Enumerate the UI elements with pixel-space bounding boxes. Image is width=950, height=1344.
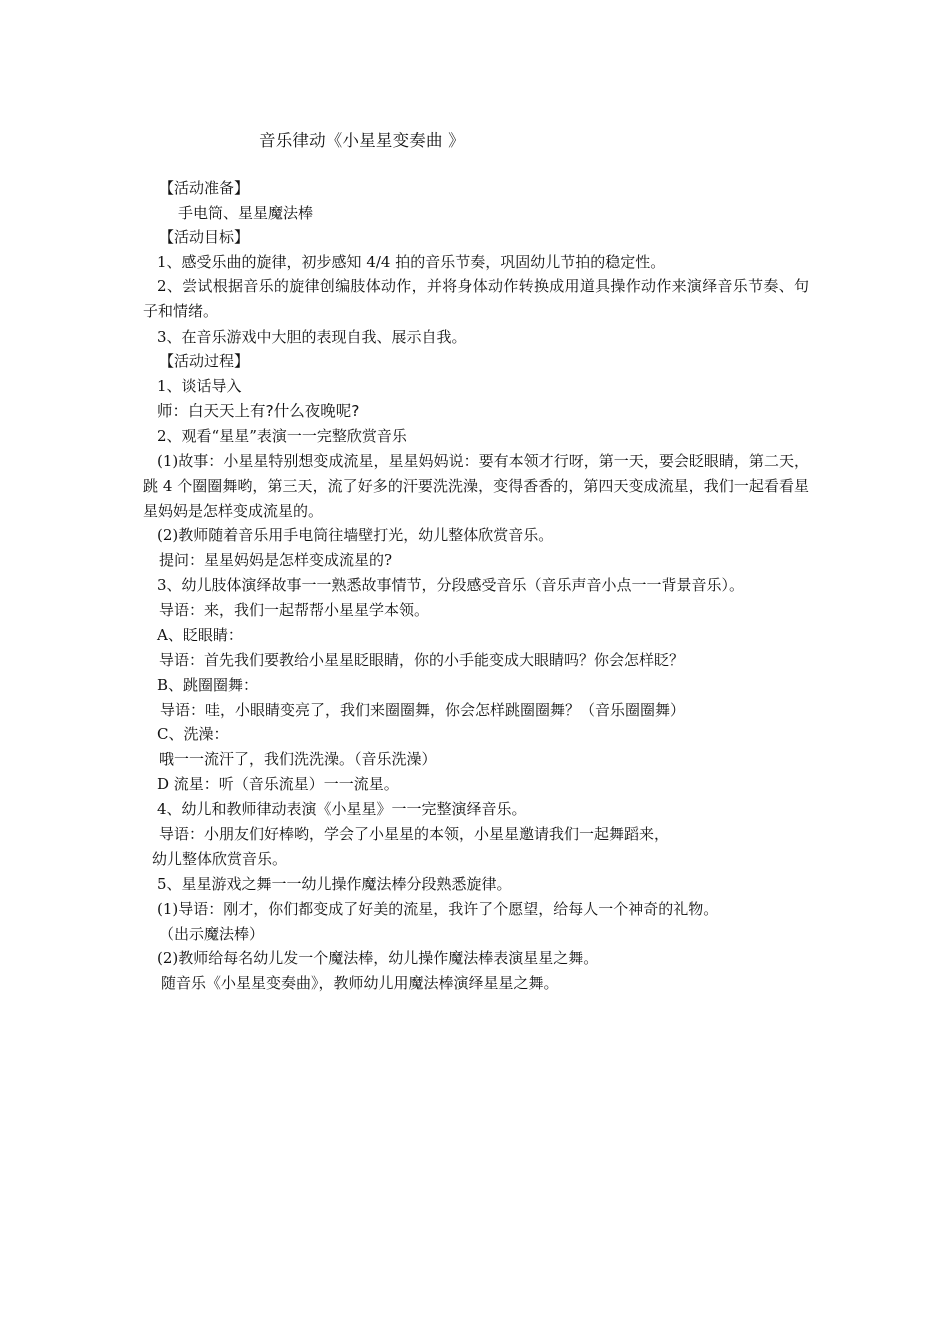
give-wand-line: (2)教师给每名幼儿发一个魔法棒，幼儿操作魔法棒表演星星之舞。 [157, 949, 599, 967]
process-step-5: 5、星星游戏之舞一一幼儿操作魔法棒分段熟悉旋律。 [157, 875, 512, 893]
story-paragraph: (1)故事：小星星特别想变成流星，星星妈妈说：要有本领才行呀，第一天，要会眨眼睛，第二天，跳 4 个圈圈舞哟，第三天，流了好多的汗要洗洗澡，变得香香的，第四天变成流星，我们一起看看星星妈妈是怎样变成流星的。 [143, 452, 809, 520]
process-step-4: 4、幼儿和教师律动表演《小星星》一一完整演绎音乐。 [157, 800, 527, 818]
guide-line-1: 导语：来，我们一起帮帮小星星学本领。 [159, 601, 430, 619]
goal-item-1: 1、感受乐曲的旋律，初步感知 4/4 拍的音乐节奏，巩固幼儿节拍的稳定性。 [157, 253, 666, 271]
section-heading-goals: 【活动目标】 [159, 228, 250, 246]
section-d-meteor: D 流星：听（音乐流星）一一流星。 [157, 775, 399, 793]
guide-line-5: (1)导语：刚才，你们都变成了好美的流星，我许了个愿望，给每人一个神奇的礼物。 [157, 900, 719, 918]
appreciate-line: 幼儿整体欣赏音乐。 [152, 850, 288, 868]
process-step-2: 2、观看“星星”表演一一完整欣赏音乐 [157, 427, 407, 445]
goal-item-2: 2、尝试根据音乐的旋律创编肢体动作，并将身体动作转换成用道具操作动作来演绎音乐节奏、句子和情绪。 [143, 277, 809, 320]
preparation-items: 手电筒、星星魔法棒 [178, 204, 314, 222]
guide-line-2: 导语：首先我们要教给小星星眨眼睛，你的小手能变成大眼睛吗？你会怎样眨？ [159, 651, 685, 669]
section-heading-preparation: 【活动准备】 [159, 179, 250, 197]
document-title: 音乐律动《小星星变奏曲 》 [259, 131, 465, 150]
guide-line-4: 导语：小朋友们好棒哟，学会了小星星的本领，小星星邀请我们一起舞蹈来， [159, 825, 670, 843]
section-b-dance: B、跳圈圈舞： [157, 676, 259, 694]
flashlight-activity: (2)教师随着音乐用手电筒往墙壁打光，幼儿整体欣赏音乐。 [157, 526, 554, 544]
section-heading-process: 【活动过程】 [159, 352, 250, 370]
show-wand-line: （出示魔法棒） [159, 925, 265, 943]
question-line: 提问：星星妈妈是怎样变成流星的? [159, 551, 393, 569]
section-c-bath: C、洗澡： [157, 725, 229, 743]
process-step-1: 1、谈话导入 [157, 377, 242, 395]
teacher-question: 师：白天天上有?什么夜晚呢? [157, 402, 360, 420]
guide-line-3: 导语：哇，小眼睛变亮了，我们来圈圈舞，你会怎样跳圈圈舞？（音乐圈圈舞） [160, 701, 686, 719]
goal-item-3: 3、在音乐游戏中大胆的表现自我、展示自我。 [157, 328, 467, 346]
bath-line: 哦一一流汗了，我们洗洗澡。（音乐洗澡） [159, 750, 437, 768]
section-a-blink: A、眨眼睛： [157, 626, 243, 644]
final-line: 随音乐《小星星变奏曲》，教师幼儿用魔法棒演绎星星之舞。 [161, 974, 559, 992]
process-step-3: 3、幼儿肢体演绎故事一一熟悉故事情节，分段感受音乐（音乐声音小点一一背景音乐）。 [157, 576, 745, 594]
